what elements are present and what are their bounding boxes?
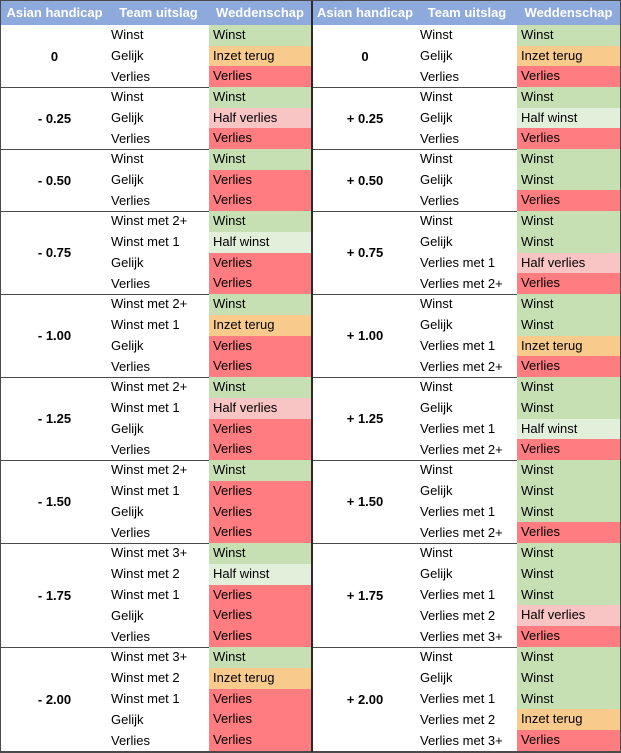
left-bet-result: Half verlies: [209, 398, 311, 419]
left-bet-result: Verlies: [209, 128, 311, 149]
right-handicap-value: + 0.75: [346, 245, 384, 260]
right-team-outcome: Verlies met 2: [420, 711, 496, 727]
right-team-outcome: Gelijk: [420, 172, 453, 187]
left-handicap-value: 0: [50, 48, 59, 64]
left-bet-result: Verlies: [209, 481, 311, 502]
right-handicap-value: + 1.50: [346, 494, 384, 509]
left-team-outcome: Winst met 3+: [111, 545, 188, 561]
left-team-outcome: Verlies: [111, 192, 151, 208]
right-bet-result: Verlies: [517, 128, 620, 149]
right-handicap-value: 0: [361, 48, 369, 64]
left-team-outcome: Winst met 2+: [111, 462, 188, 478]
left-team-outcome: Gelijk: [111, 337, 144, 353]
right-team-outcome: Winst: [420, 213, 453, 229]
left-team-outcome: Winst: [111, 89, 144, 105]
left-bet-result: Winst: [209, 647, 311, 668]
right-bet-result: Winst: [517, 25, 620, 46]
left-bet-result: Half winst: [209, 564, 311, 585]
right-bet-result: Verlies: [517, 356, 620, 377]
right-team-outcome: Verlies: [420, 192, 460, 208]
left-team-outcome: Gelijk: [111, 607, 144, 623]
right-team-outcome: Winst: [420, 649, 453, 665]
left-bet-result: Inzet terug: [209, 668, 311, 689]
left-team-outcome: Gelijk: [111, 420, 144, 436]
right-team-outcome: Verlies met 3+: [420, 732, 503, 748]
right-handicap-value: + 2.00: [346, 691, 384, 707]
left-team-outcome: Winst: [111, 151, 144, 167]
right-bet-result: Winst: [517, 460, 620, 481]
right-bet-result: Verlies: [517, 190, 620, 211]
right-team-outcome: Verlies met 1: [420, 587, 496, 602]
right-team-outcome: Verlies met 2+: [420, 275, 503, 291]
left-bet-result: Winst: [209, 25, 311, 46]
right-team-outcome: Winst: [420, 379, 453, 395]
left-bet-result: Verlies: [209, 170, 311, 191]
left-bet-result: Inzet terug: [209, 46, 311, 67]
left-handicap-value: - 0.25: [37, 110, 72, 126]
left-team-outcome: Gelijk: [111, 711, 144, 727]
left-bet-result: Inzet terug: [209, 315, 311, 336]
right-handicap-value: + 1.25: [346, 411, 384, 426]
right-bet-result: Inzet terug: [517, 709, 620, 730]
left-team-outcome: Winst met 1: [111, 234, 180, 250]
left-team-outcome: Winst met 2: [111, 566, 180, 582]
right-bet-result: Verlies: [517, 626, 620, 647]
left-bet-result: Half winst: [209, 232, 311, 253]
left-handicap-value: - 1.75: [37, 587, 72, 603]
right-team-outcome: Winst: [420, 296, 453, 312]
right-team-outcome: Gelijk: [420, 317, 453, 333]
left-team-outcome: Winst met 1: [111, 587, 180, 602]
left-team-outcome: Winst met 1: [111, 317, 180, 333]
left-bet-result: Winst: [209, 294, 311, 315]
right-team-outcome: Gelijk: [420, 110, 453, 125]
right-team-outcome: Verlies: [420, 130, 460, 146]
right-team-outcome: Verlies met 1: [420, 420, 496, 436]
right-bet-result: Inzet terug: [517, 336, 620, 357]
right-team-outcome: Winst: [420, 545, 453, 561]
left-team-outcome: Winst met 2+: [111, 379, 188, 395]
right-team-outcome: Gelijk: [420, 234, 453, 250]
right-bet-result: Winst: [517, 543, 620, 564]
right-bet-result: Half verlies: [517, 253, 620, 274]
left-team-outcome: Winst met 2+: [111, 296, 188, 312]
left-team-outcome: Verlies: [111, 68, 151, 84]
left-bet-result: Verlies: [209, 419, 311, 440]
left-team-outcome: Gelijk: [111, 172, 144, 187]
right-bet-result: Half verlies: [517, 605, 620, 626]
right-bet-result: Inzet terug: [517, 46, 620, 67]
right-bet-result: Half winst: [517, 419, 620, 440]
right-team-outcome: Gelijk: [420, 400, 453, 416]
right-team-outcome: Verlies met 1: [420, 254, 496, 270]
right-bet-result: Verlies: [517, 66, 620, 87]
left-team-outcome: Gelijk: [111, 503, 144, 519]
left-team-outcome: Winst: [111, 27, 144, 43]
right-bet-result: Winst: [517, 564, 620, 585]
right-bet-result: Half winst: [517, 108, 620, 129]
header-left-outcome: Team uitslag: [119, 5, 198, 20]
left-bet-result: Verlies: [209, 336, 311, 357]
header-right-bet: Weddenschap: [524, 5, 613, 20]
right-bet-result: Winst: [517, 87, 620, 108]
right-team-outcome: Verlies met 2+: [420, 441, 503, 457]
right-team-outcome: Gelijk: [420, 483, 453, 499]
right-bet-result: Winst: [517, 170, 620, 191]
left-handicap-value: - 1.25: [37, 411, 72, 426]
left-bet-result: Verlies: [209, 626, 311, 647]
right-team-outcome: Verlies met 1: [420, 691, 496, 706]
right-bet-result: Verlies: [517, 522, 620, 543]
left-bet-result: Winst: [209, 211, 311, 232]
right-team-outcome: Verlies met 3+: [420, 628, 503, 644]
left-bet-result: Verlies: [209, 709, 311, 730]
left-handicap-value: - 1.50: [37, 494, 72, 509]
left-bet-result: Verlies: [209, 522, 311, 543]
left-team-outcome: Verlies: [111, 628, 151, 644]
left-bet-result: Winst: [209, 543, 311, 564]
left-bet-result: Verlies: [209, 502, 311, 523]
left-team-outcome: Winst met 1: [111, 400, 180, 416]
left-bet-result: Winst: [209, 460, 311, 481]
left-bet-result: Winst: [209, 377, 311, 398]
right-bet-result: Winst: [517, 294, 620, 315]
left-team-outcome: Winst met 1: [111, 691, 180, 706]
right-team-outcome: Winst: [420, 462, 453, 478]
left-bet-result: Verlies: [209, 439, 311, 460]
left-bet-result: Verlies: [209, 605, 311, 626]
right-handicap-value: + 0.25: [346, 110, 384, 126]
right-bet-result: Winst: [517, 377, 620, 398]
right-team-outcome: Winst: [420, 89, 453, 105]
left-bet-result: Winst: [209, 149, 311, 170]
header-right-handicap: Asian handicap: [316, 5, 414, 20]
right-team-outcome: Verlies met 2+: [420, 358, 503, 374]
right-team-outcome: Winst: [420, 27, 453, 43]
left-bet-result: Verlies: [209, 273, 311, 294]
left-bet-result: Half verlies: [209, 108, 311, 129]
left-team-outcome: Verlies: [111, 441, 151, 457]
right-bet-result: Verlies: [517, 730, 620, 751]
right-team-outcome: Gelijk: [420, 566, 453, 582]
right-bet-result: Winst: [517, 689, 620, 710]
left-team-outcome: Verlies: [111, 524, 151, 540]
right-team-outcome: Verlies met 1: [420, 337, 496, 353]
left-team-outcome: Verlies: [111, 732, 151, 748]
left-bet-result: Winst: [209, 87, 311, 108]
right-bet-result: Winst: [517, 481, 620, 502]
right-team-outcome: Winst: [420, 151, 453, 167]
right-team-outcome: Verlies: [420, 68, 460, 84]
right-bet-result: Verlies: [517, 273, 620, 294]
left-bet-result: Verlies: [209, 730, 311, 751]
left-team-outcome: Winst met 2+: [111, 213, 188, 229]
right-bet-result: Winst: [517, 232, 620, 253]
right-bet-result: Winst: [517, 315, 620, 336]
right-handicap-value: + 1.00: [346, 328, 384, 343]
right-team-outcome: Verlies met 1: [420, 503, 496, 519]
header-left-bet: Weddenschap: [216, 5, 304, 20]
right-bet-result: Winst: [517, 398, 620, 419]
right-bet-result: Winst: [517, 668, 620, 689]
right-bet-result: Winst: [517, 502, 620, 523]
left-team-outcome: Gelijk: [111, 110, 144, 125]
left-bet-result: Verlies: [209, 689, 311, 710]
right-team-outcome: Gelijk: [420, 670, 453, 686]
left-handicap-value: - 1.00: [37, 328, 72, 343]
left-team-outcome: Winst met 2: [111, 670, 180, 686]
left-team-outcome: Verlies: [111, 130, 151, 146]
left-bet-result: Verlies: [209, 585, 311, 606]
left-handicap-value: - 2.00: [37, 691, 72, 707]
header-left-handicap: Asian handicap: [6, 5, 103, 20]
right-handicap-value: + 0.50: [346, 172, 384, 188]
right-bet-result: Winst: [517, 211, 620, 232]
left-bet-result: Verlies: [209, 253, 311, 274]
left-handicap-value: - 0.50: [37, 172, 72, 188]
left-team-outcome: Gelijk: [111, 254, 144, 270]
right-handicap-value: + 1.75: [346, 587, 384, 603]
left-bet-result: Verlies: [209, 190, 311, 211]
left-team-outcome: Winst met 1: [111, 483, 180, 499]
right-team-outcome: Gelijk: [420, 48, 453, 63]
center-divider: [311, 1, 313, 752]
left-handicap-value: - 0.75: [37, 245, 72, 260]
left-team-outcome: Verlies: [111, 275, 151, 291]
left-team-outcome: Gelijk: [111, 48, 144, 63]
left-team-outcome: Verlies: [111, 358, 151, 374]
header-right-outcome: Team uitslag: [427, 5, 507, 20]
right-bet-result: Verlies: [517, 439, 620, 460]
left-team-outcome: Winst met 3+: [111, 649, 188, 665]
left-bet-result: Verlies: [209, 356, 311, 377]
right-bet-result: Winst: [517, 149, 620, 170]
right-team-outcome: Verlies met 2: [420, 607, 496, 623]
right-team-outcome: Verlies met 2+: [420, 524, 503, 540]
right-bet-result: Winst: [517, 647, 620, 668]
right-bet-result: Winst: [517, 585, 620, 606]
left-bet-result: Verlies: [209, 66, 311, 87]
